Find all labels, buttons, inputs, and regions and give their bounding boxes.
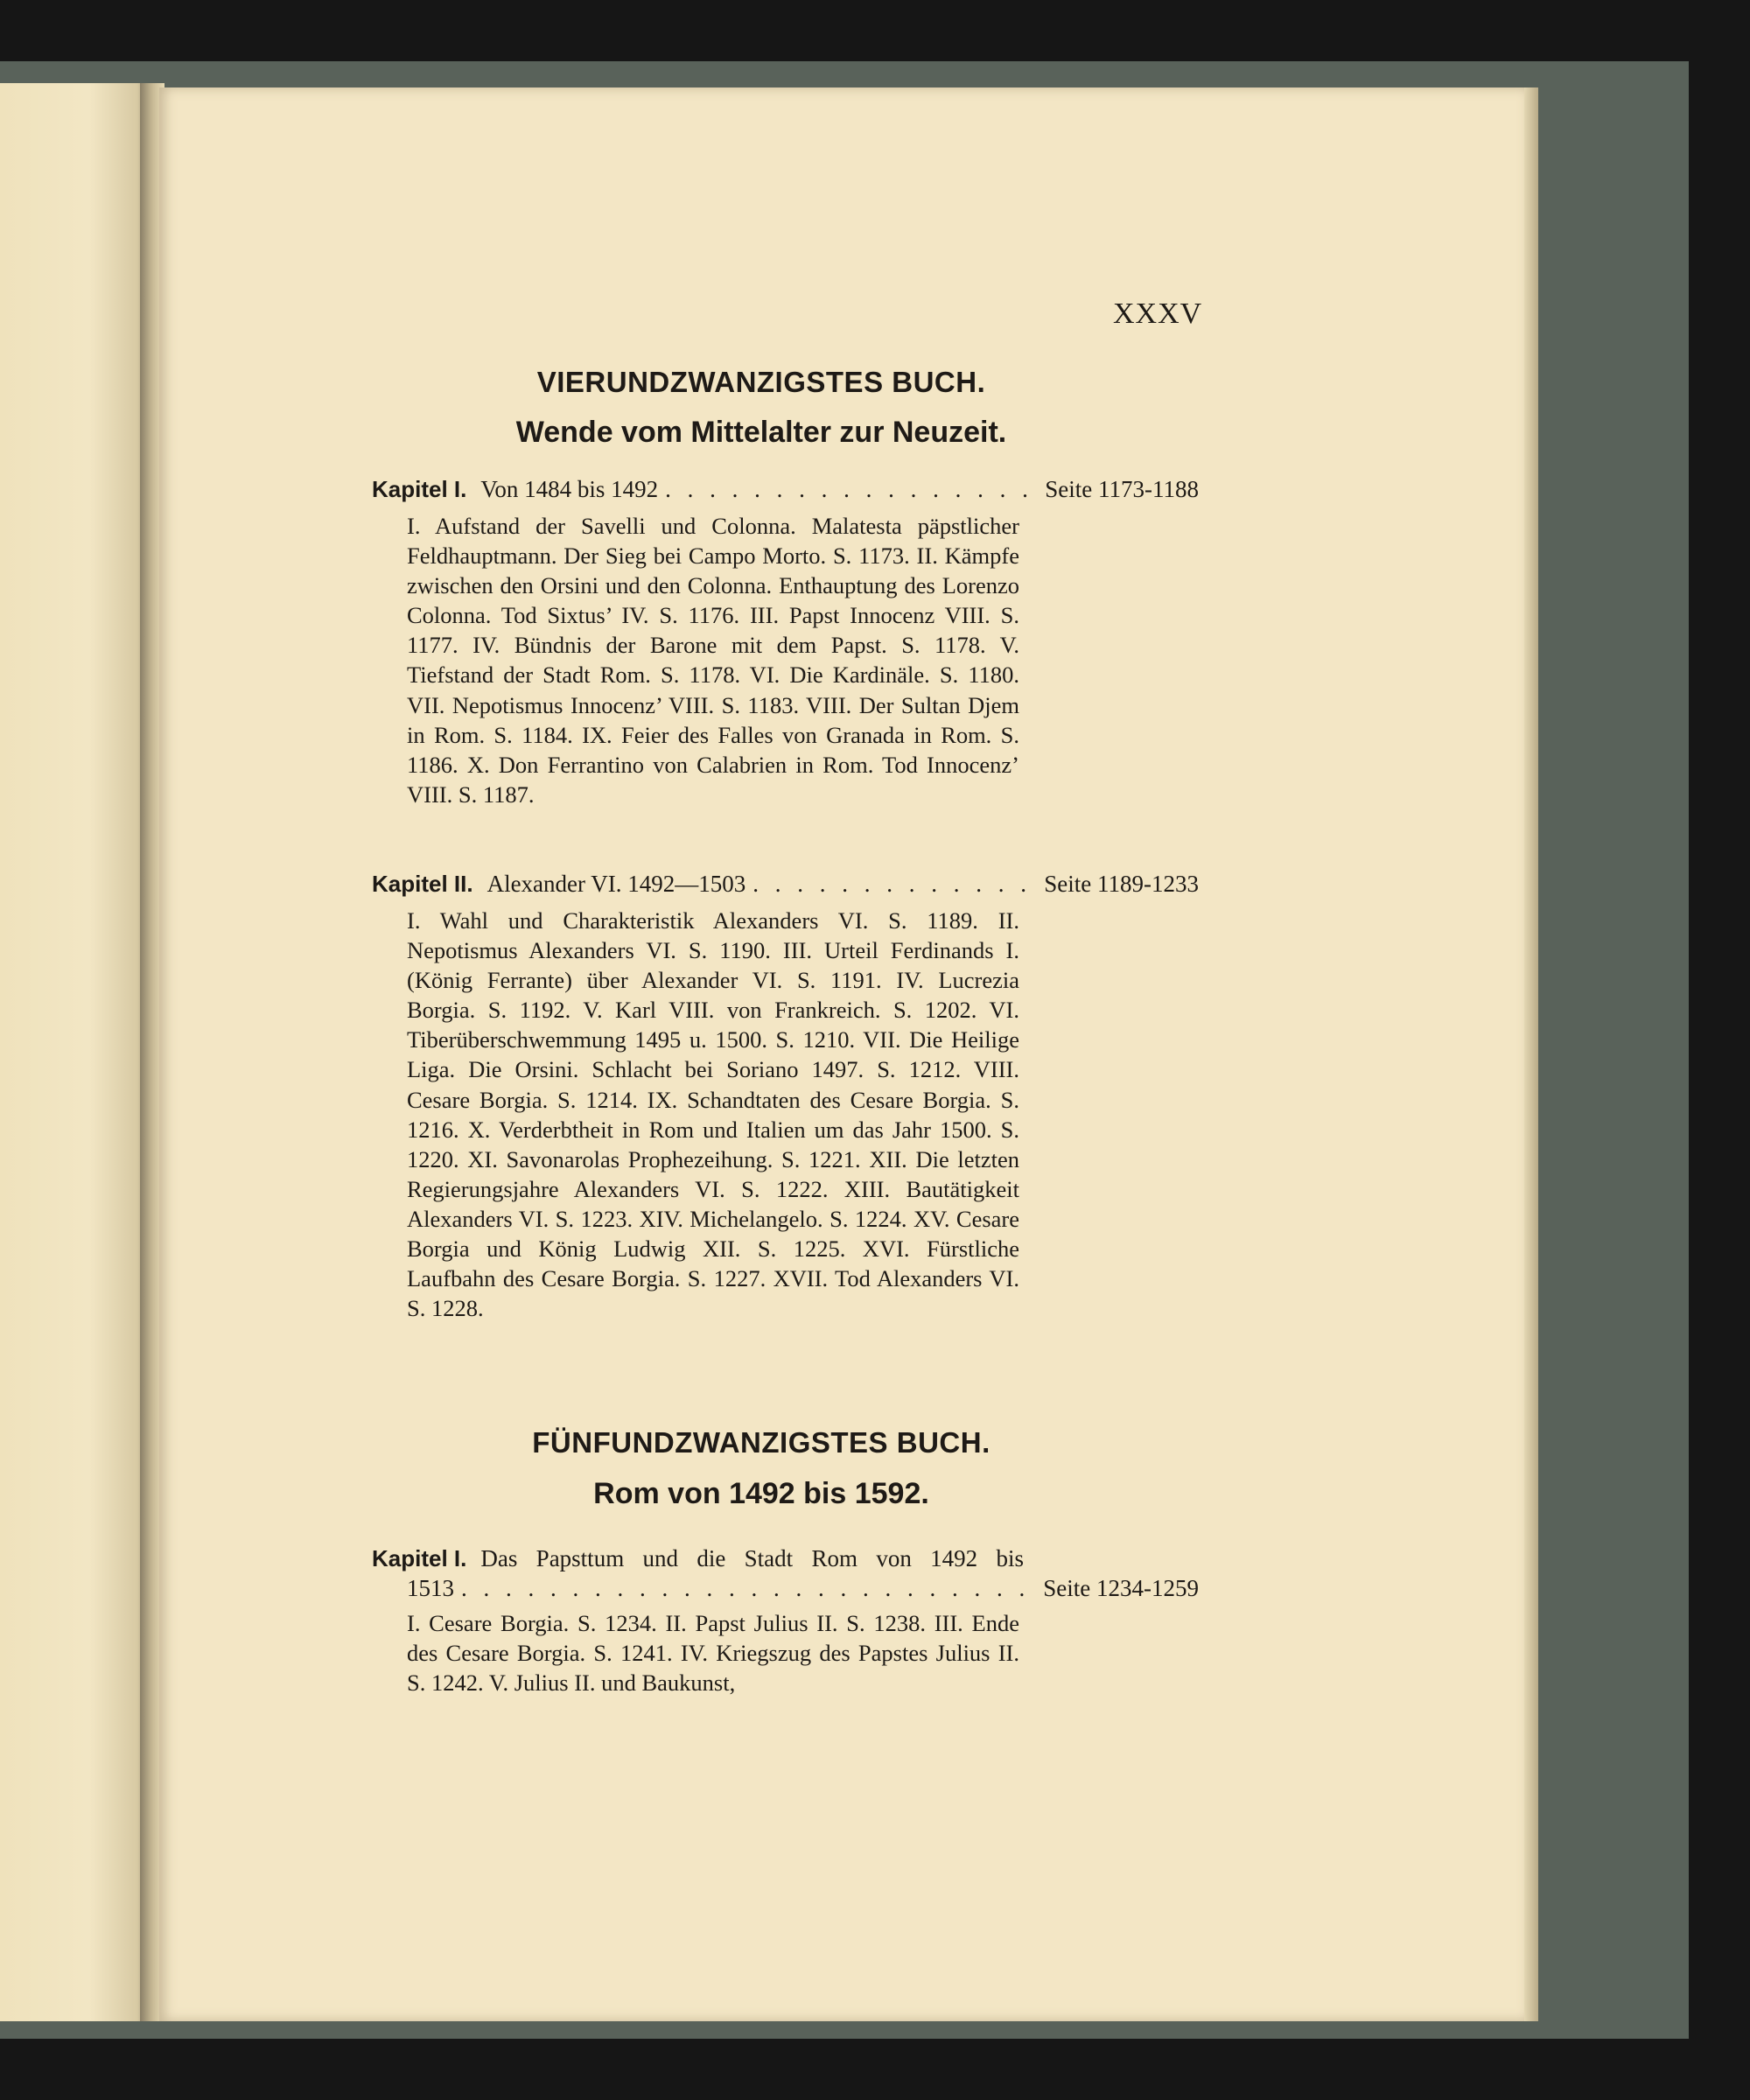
chapter-summary: I. Aufstand der Savelli und Colonna. Malatesta päpstlicher Feldhauptmann. Der Sieg bei Campo Morto. S. 1173. II. Kämpfe zwischen den Orsini und den Colonna. Enthauptung des Lorenzo Colonna. Tod Sixtus’ IV. S. 1176. III. Papst Innocenz VIII. S. 1177. IV. Bündnis der Barone mit dem Papst. S. 1178. V. Tiefstand der Stadt Rom. S. 1178. VI. Die Kardinäle. S. 1180. VII. Nepotismus Innocenz’ VIII. S. 1183. VIII. Der Sultan Djem in Rom. S. 1184. IX. Feier des Falles von Granada in Rom. S. 1186. X. Don Ferrantino von Calabrien in Rom. Tod Innocenz’ VIII. S. 1187. [407, 513, 1019, 808]
toc-entry-book24-chapter1 [372, 474, 1199, 504]
chapter-page-range: Seite 1234-1259 [1043, 1575, 1199, 1601]
chapter-label: Kapitel I. [372, 476, 467, 502]
toc-entry-book25-chapter1-cont [407, 1573, 1199, 1603]
chapter-label: Kapitel I. [372, 1545, 467, 1572]
chapter-summary: I. Cesare Borgia. S. 1234. II. Papst Julius II. S. 1238. III. Ende des Cesare Borgia. S. 1241. IV. Kriegszug des Papstes Julius II. S. 1242. V. Julius II. und Baukunst, [407, 1610, 1019, 1697]
chapter-title: Von 1484 bis 1492 [480, 476, 659, 502]
chapter-page-range: Seite 1189-1233 [1044, 871, 1199, 897]
toc-entry-book25-chapter1 [372, 1544, 1024, 1573]
chapter-summary: I. Wahl und Charakteristik Alexanders VI. S. 1189. II. Nepotismus Alexanders VI. S. 1190. III. Urteil Ferdinands I. (König Ferrante) über Alexander VI. S. 1191. IV. Lucrezia Borgia. S. 1192. V. Karl VIII. von Frankreich. S. 1202. VI. Tiberüberschwemmung 1495 u. 1500. S. 1210. VII. Die Heilige Liga. Die Orsini. Schlacht bei Soriano 1497. S. 1212. VIII. Cesare Borgia. S. 1214. IX. Schandtaten des Cesare Borgia. S. 1216. X. Verderbtheit in Rom und Italien um das Jahr 1500. S. 1220. XI. Savonarolas Prophezeihung. S. 1221. XII. Die letzten Regierungsjahre Alexanders VI. S. 1222. XIII. Bautätigkeit Alexanders VI. S. 1223. XIV. Michelangelo. S. 1224. XV. Cesare Borgia und König Ludwig XII. S. 1225. XVI. Fürstliche Laufbahn des Cesare Borgia. S. 1227. XVII. Tod Alexanders VI. S. 1228. [407, 907, 1019, 1322]
book-24-title: VIERUNDZWANZIGSTES BUCH. [536, 366, 986, 398]
dot-leader [752, 869, 1037, 899]
book-25-subtitle: Rom von 1492 bis 1592. [593, 1477, 929, 1510]
page-number: XXXV [1113, 298, 1203, 330]
chapter-title: Alexander VI. 1492—1503 [486, 871, 746, 897]
chapter-title: Das Papsttum und die Stadt Rom von 1492 bis [480, 1545, 1024, 1572]
toc-entry-book24-chapter2 [372, 869, 1199, 899]
chapter-page-range: Seite 1173-1188 [1045, 476, 1199, 502]
chapter-title-continued: 1513 [407, 1575, 454, 1601]
book-24-subtitle: Wende vom Mittelalter zur Neuzeit. [515, 416, 1007, 449]
dot-leader [461, 1573, 1036, 1603]
chapter-label: Kapitel II. [372, 871, 473, 897]
dot-leader [665, 474, 1038, 504]
book-25-title: FÜNFUNDZWANZIGSTES BUCH. [532, 1426, 990, 1459]
